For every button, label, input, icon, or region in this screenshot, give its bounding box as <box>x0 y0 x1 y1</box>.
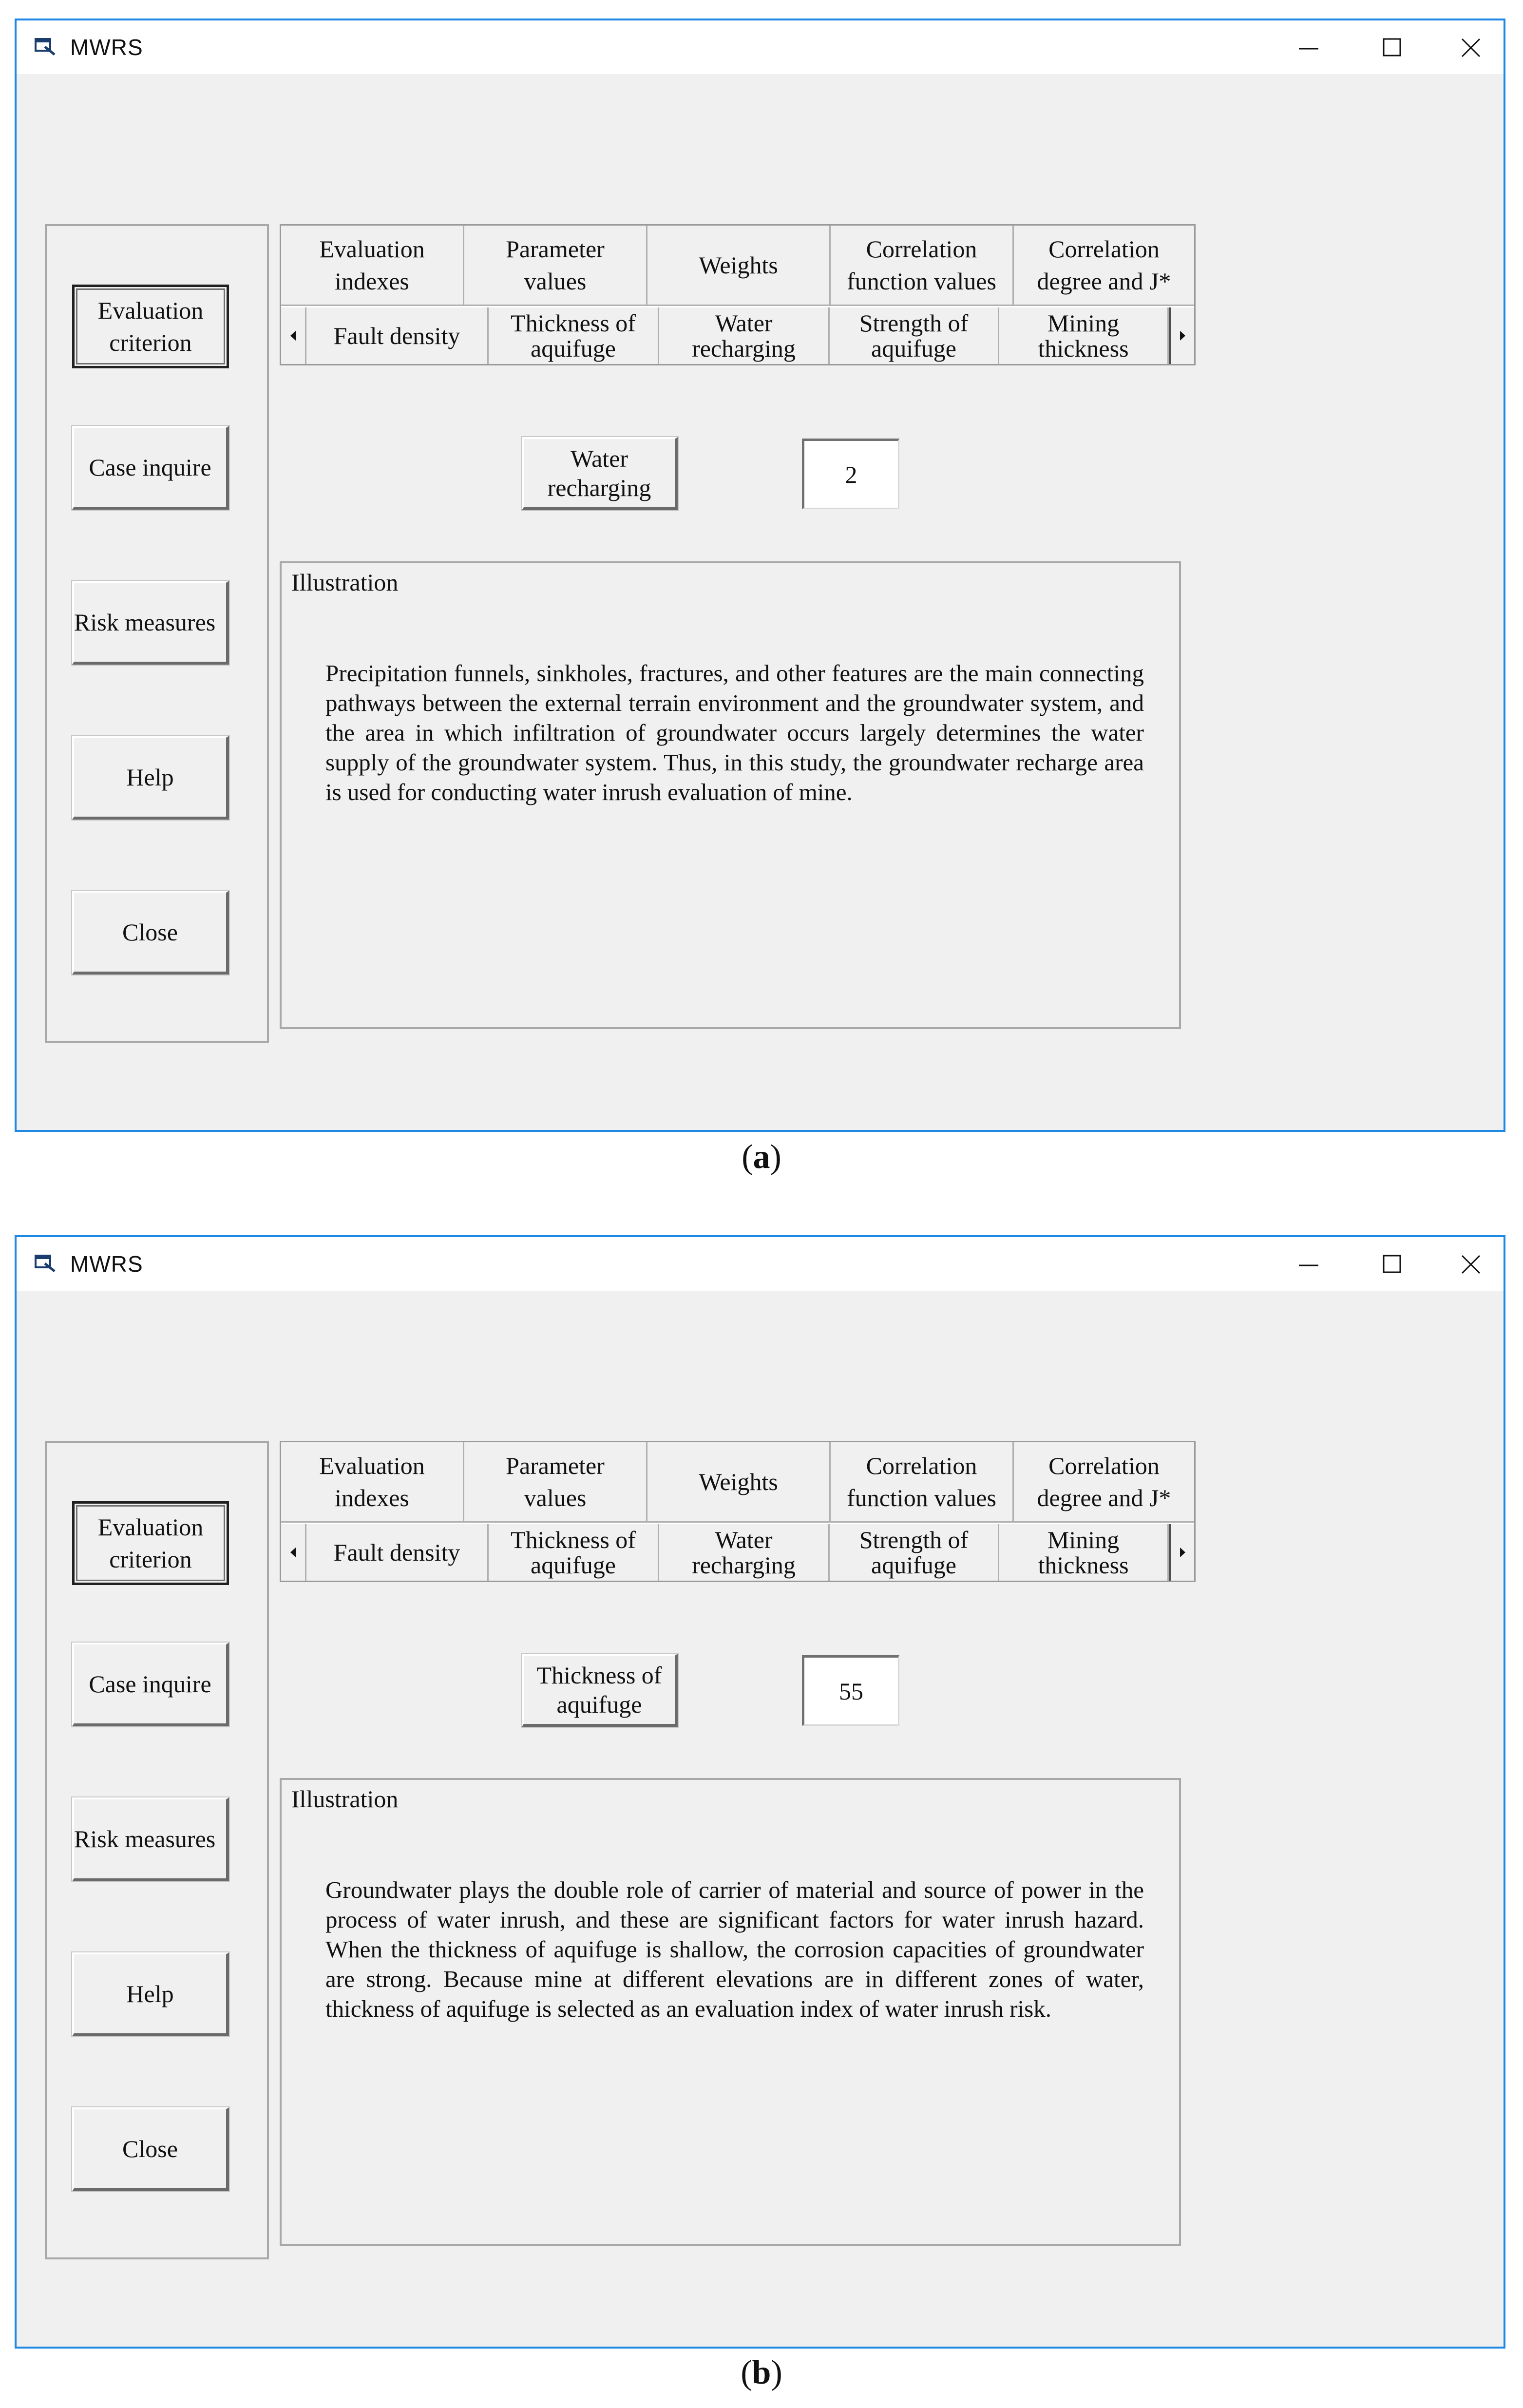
tab-correlation-degree[interactable]: Correlation degree and J* <box>1014 1442 1194 1523</box>
arrow-right-icon <box>1178 330 1187 342</box>
minimize-icon <box>1288 30 1332 64</box>
evaluation-criterion-button[interactable]: Evaluation criterion <box>72 285 229 368</box>
caption-letter: b <box>752 2354 771 2391</box>
close-window-button[interactable] <box>1451 1247 1495 1281</box>
risk-measures-button[interactable]: Risk measures <box>72 1797 229 1881</box>
mwrs-window-b <box>15 1235 1505 2349</box>
close-icon <box>1451 1247 1495 1281</box>
maximize-button[interactable] <box>1371 1247 1415 1281</box>
minimize-button[interactable] <box>1288 1247 1332 1281</box>
arrow-left-icon <box>288 330 298 342</box>
tab-fault-density[interactable]: Fault density <box>306 1524 489 1581</box>
caption-open-paren: ( <box>742 1138 753 1176</box>
caption-letter: a <box>753 1138 770 1176</box>
mwrs-window-a <box>15 19 1505 1132</box>
tab-parameter-values[interactable]: Parameter values <box>464 1442 647 1523</box>
arrow-left-icon <box>288 1547 298 1558</box>
tab-water-recharging[interactable]: Water recharging <box>659 307 830 364</box>
close-button[interactable]: Close <box>72 891 229 975</box>
caption-open-paren: ( <box>741 2354 752 2391</box>
tab-thickness-of-aquifuge[interactable]: Thickness of aquifuge <box>489 1524 659 1581</box>
index-name-button[interactable]: Water recharging <box>522 437 678 510</box>
illustration-text: Precipitation funnels, sinkholes, fractures, and other features are the main connecting pathways between the external terrain environment and the groundwater system, and the area in which infiltration of groundwater occurs largely determines the water supply of the groundwater system. Thus, in this study, the groundwater recharge area is used for conducting water inrush evaluation of mine. <box>325 660 1144 805</box>
app-icon <box>34 1254 57 1273</box>
index-value-field[interactable] <box>802 439 899 509</box>
tab-control <box>280 1441 1196 1582</box>
tab-strength-of-aquifuge[interactable]: Strength of aquifuge <box>830 307 999 364</box>
case-inquire-button[interactable]: Case inquire <box>72 1643 229 1726</box>
tab-row-main <box>281 1442 1194 1523</box>
illustration-title: Illustration <box>291 1785 399 1813</box>
tab-evaluation-indexes[interactable]: Evaluation indexes <box>281 1442 464 1523</box>
tab-correlation-function-values[interactable]: Correlation function values <box>831 1442 1014 1523</box>
illustration-box <box>280 1778 1181 2246</box>
caption-close-paren: ) <box>770 1138 781 1176</box>
maximize-icon <box>1371 30 1415 64</box>
tab-fault-density[interactable]: Fault density <box>306 307 489 364</box>
illustration-text: Groundwater plays the double role of carrier of material and source of power in the process of water inrush, and these are significant factors for water inrush hazard. When the thickness of aquifuge is shallow, the corrosion capacities of groundwater are strong. Because mine at different elevations are in different zones of water, thickness of aquifuge is selected as an evaluation index of water inrush risk. <box>325 1876 1144 2022</box>
figure-caption-a <box>0 1138 1523 1177</box>
title-bar[interactable] <box>17 1237 1504 1291</box>
tab-correlation-function-values[interactable]: Correlation function values <box>831 226 1014 306</box>
tab-mining-thickness[interactable]: Mining thickness <box>999 307 1169 364</box>
title-bar[interactable] <box>17 20 1504 74</box>
tab-water-recharging[interactable]: Water recharging <box>659 1524 830 1581</box>
window-title: MWRS <box>70 1251 143 1277</box>
case-inquire-button[interactable]: Case inquire <box>72 426 229 510</box>
index-name-button[interactable]: Thickness of aquifuge <box>522 1654 678 1727</box>
sidebar-panel <box>45 224 269 1043</box>
arrow-right-icon <box>1178 1547 1187 1558</box>
scroll-left-button[interactable] <box>281 307 306 364</box>
close-icon <box>1451 30 1495 64</box>
minimize-icon <box>1288 1247 1332 1281</box>
minimize-button[interactable] <box>1288 30 1332 64</box>
tab-weights[interactable]: Weights <box>647 226 831 306</box>
tab-row-main <box>281 226 1194 306</box>
tab-parameter-values[interactable]: Parameter values <box>464 226 647 306</box>
index-value-field[interactable] <box>802 1655 899 1726</box>
maximize-button[interactable] <box>1371 30 1415 64</box>
maximize-icon <box>1371 1247 1415 1281</box>
help-button[interactable]: Help <box>72 736 229 820</box>
app-icon <box>34 37 57 57</box>
scroll-right-button[interactable] <box>1169 307 1194 364</box>
tab-thickness-of-aquifuge[interactable]: Thickness of aquifuge <box>489 307 659 364</box>
tab-mining-thickness[interactable]: Mining thickness <box>999 1524 1169 1581</box>
figure-caption-b <box>0 2353 1523 2392</box>
tab-row-indexes <box>281 306 1194 364</box>
illustration-box <box>280 561 1181 1029</box>
window-title: MWRS <box>70 35 143 60</box>
evaluation-criterion-button[interactable]: Evaluation criterion <box>72 1501 229 1585</box>
caption-close-paren: ) <box>771 2354 782 2391</box>
scroll-right-button[interactable] <box>1169 1524 1194 1581</box>
illustration-title: Illustration <box>291 569 399 596</box>
sidebar-panel <box>45 1441 269 2259</box>
tab-strength-of-aquifuge[interactable]: Strength of aquifuge <box>830 1524 999 1581</box>
help-button[interactable]: Help <box>72 1952 229 2036</box>
risk-measures-button[interactable]: Risk measures <box>72 581 229 665</box>
scroll-left-button[interactable] <box>281 1524 306 1581</box>
tab-weights[interactable]: Weights <box>647 1442 831 1523</box>
close-window-button[interactable] <box>1451 30 1495 64</box>
tab-row-indexes <box>281 1523 1194 1581</box>
tab-correlation-degree[interactable]: Correlation degree and J* <box>1014 226 1194 306</box>
tab-control <box>280 224 1196 365</box>
close-button[interactable]: Close <box>72 2107 229 2191</box>
tab-evaluation-indexes[interactable]: Evaluation indexes <box>281 226 464 306</box>
